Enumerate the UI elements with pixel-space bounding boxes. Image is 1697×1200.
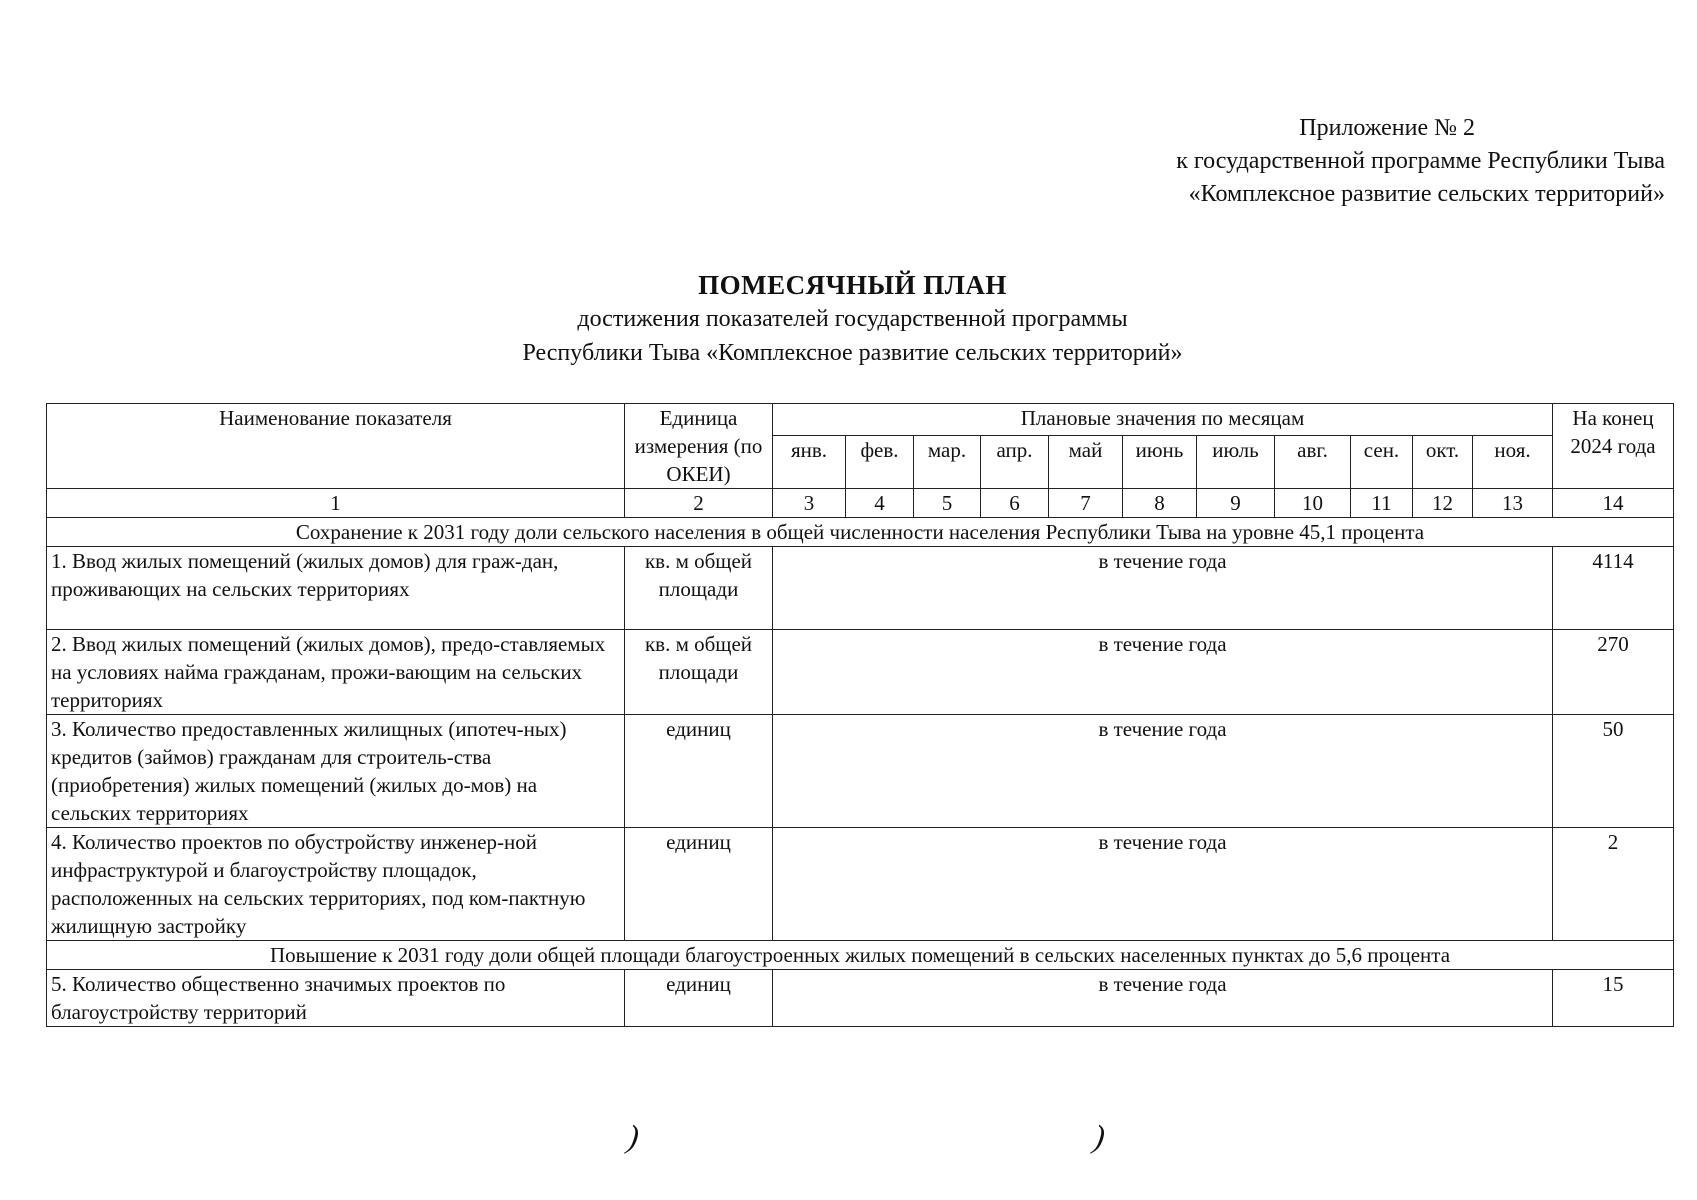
table-row xyxy=(47,630,1674,715)
section-title: Повышение к 2031 году доли общей площади благоустроенных жилых помещений в сельских населенных пунктах до 5,6 процента xyxy=(47,941,1674,970)
appendix-block xyxy=(1000,112,1665,211)
section-title: Сохранение к 2031 году доли сельского населения в общей численности населения Республики Тыва на уровне 45,1 процента xyxy=(47,518,1674,547)
table-row xyxy=(47,715,1674,828)
header-month: фев. xyxy=(846,436,914,489)
indicator-name: 4. Количество проектов по обустройству инженер-ной инфраструктурой и благоустройству площадок, расположенных на сельских территориях, под ком-пактную жилищную застройку xyxy=(47,828,625,941)
column-number: 11 xyxy=(1351,489,1413,518)
column-number: 5 xyxy=(914,489,981,518)
indicator-unit: единиц xyxy=(625,970,773,1027)
header-unit: Единица измерения (по ОКЕИ) xyxy=(625,404,773,489)
header-month: май xyxy=(1049,436,1123,489)
header-indicator-name: Наименование показателя xyxy=(47,404,625,489)
header-month: июль xyxy=(1197,436,1275,489)
indicator-end-value: 2 xyxy=(1553,828,1674,941)
document-subtitle-line2: Республики Тыва «Комплексное развитие сельских территорий» xyxy=(522,340,1183,366)
document-heading xyxy=(300,268,1405,370)
column-number: 6 xyxy=(981,489,1049,518)
column-number: 2 xyxy=(625,489,773,518)
column-number: 9 xyxy=(1197,489,1275,518)
indicator-unit: кв. м общей площади xyxy=(625,547,773,630)
appendix-number: Приложение № 2 xyxy=(1299,115,1475,141)
column-number: 14 xyxy=(1553,489,1674,518)
header-end-of-year: На конец 2024 года xyxy=(1553,404,1674,489)
header-planned-values: Плановые значения по месяцам xyxy=(773,404,1553,436)
indicator-end-value: 50 xyxy=(1553,715,1674,828)
column-number: 1 xyxy=(47,489,625,518)
column-numbers-row xyxy=(47,489,1674,518)
column-number: 12 xyxy=(1413,489,1473,518)
header-row xyxy=(47,404,1674,436)
table-row xyxy=(47,547,1674,630)
indicator-name: 1. Ввод жилых помещений (жилых домов) для граж-дан, проживающих на сельских территориях xyxy=(47,547,625,630)
indicator-end-value: 4114 xyxy=(1553,547,1674,630)
scan-mark-right: ) xyxy=(1091,1118,1108,1154)
column-number: 13 xyxy=(1473,489,1553,518)
section-row xyxy=(47,941,1674,970)
column-number: 3 xyxy=(773,489,846,518)
indicator-name: 2. Ввод жилых помещений (жилых домов), предо-ставляемых на условиях найма гражданам, прожи-вающим на сельских территориях xyxy=(47,630,625,715)
table-row xyxy=(47,970,1674,1027)
column-number: 4 xyxy=(846,489,914,518)
header-month: окт. xyxy=(1413,436,1473,489)
indicator-period: в течение года xyxy=(773,630,1553,715)
appendix-program-name: «Комплексное развитие сельских территорий» xyxy=(1188,181,1665,207)
column-number: 10 xyxy=(1275,489,1351,518)
indicator-unit: единиц xyxy=(625,828,773,941)
scan-mark-left: ) xyxy=(625,1118,642,1154)
column-number: 7 xyxy=(1049,489,1123,518)
appendix-reference: к государственной программе Республики Тыва xyxy=(1176,148,1665,174)
indicator-period: в течение года xyxy=(773,715,1553,828)
header-month: мар. xyxy=(914,436,981,489)
header-month: ноя. xyxy=(1473,436,1553,489)
indicator-end-value: 15 xyxy=(1553,970,1674,1027)
indicator-name: 5. Количество общественно значимых проектов по благоустройству территорий xyxy=(47,970,625,1027)
table-row xyxy=(47,828,1674,941)
indicator-unit: единиц xyxy=(625,715,773,828)
header-month: авг. xyxy=(1275,436,1351,489)
header-month: сен. xyxy=(1351,436,1413,489)
header-month: июнь xyxy=(1123,436,1197,489)
column-number: 8 xyxy=(1123,489,1197,518)
indicator-end-value: 270 xyxy=(1553,630,1674,715)
indicator-period: в течение года xyxy=(773,828,1553,941)
document-title: ПОМЕСЯЧНЫЙ ПЛАН xyxy=(698,270,1007,300)
section-row xyxy=(47,518,1674,547)
indicator-unit: кв. м общей площади xyxy=(625,630,773,715)
document-subtitle-line1: достижения показателей государственной программы xyxy=(577,306,1128,332)
indicator-name: 3. Количество предоставленных жилищных (ипотеч-ных) кредитов (займов) гражданам для строитель-ства (приобретения) жилых помещений (жилых до-мов) на сельских территориях xyxy=(47,715,625,828)
header-month: янв. xyxy=(773,436,846,489)
indicator-period: в течение года xyxy=(773,547,1553,630)
header-month: апр. xyxy=(981,436,1049,489)
indicator-period: в течение года xyxy=(773,970,1553,1027)
monthly-plan-table xyxy=(46,403,1674,1027)
